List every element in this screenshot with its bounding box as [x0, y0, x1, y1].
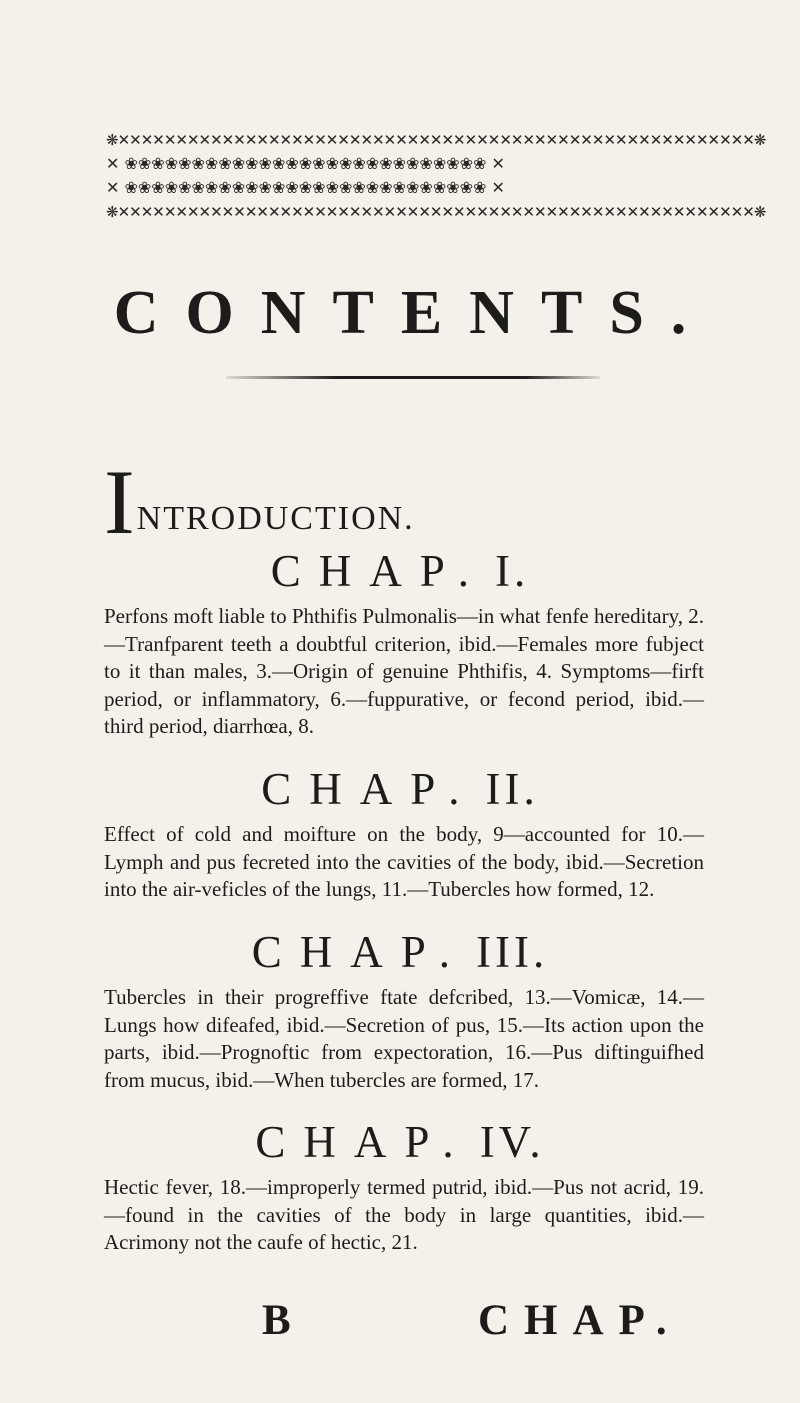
chapter-label: CHAP. — [270, 546, 488, 596]
drop-initial: I — [104, 451, 137, 553]
chapter-number: IV. — [479, 1117, 545, 1167]
ornamental-header-band — [106, 128, 766, 224]
chapter-number: II. — [485, 764, 539, 814]
ornament-flower-row: ✕ ❀❀❀❀❀❀❀❀❀❀❀❀❀❀❀❀❀❀❀❀❀❀❀❀❀❀❀ ✕ — [106, 178, 505, 197]
chapter-number: III. — [476, 927, 549, 977]
introduction-heading — [104, 451, 415, 553]
ornament-chain-row: ❋✕✕✕✕✕✕✕✕✕✕✕✕✕✕✕✕✕✕✕✕✕✕✕✕✕✕✕✕✕✕✕✕✕✕✕✕✕✕✕✕✕✕✕✕✕✕✕✕✕✕✕✕✕✕✕❋ — [106, 131, 766, 149]
chapter-number: I. — [495, 546, 530, 596]
chapter-heading — [0, 545, 800, 597]
chapter-summary: Perfons moft liable to Phthifis Pulmonalis—in what fenfe hereditary, 2.—Tranfparent teeth a doubtful criterion, ibid.—Females more fubject to it than males, 3.—Origin of genuine Phthifis, 4. Symptoms—firft period, or inflammatory, 6.—fuppurative, or fecond period, ibid.—third period, diarrhœa, 8. — [104, 604, 704, 739]
chapter-summary: Effect of cold and moifture on the body, 9—accounted for 10.—Lymph and pus fecreted into the cavities of the body, ibid.—Secretion into the air-veficles of the lungs, 11.—Tubercles how formed, 12. — [104, 822, 704, 902]
page-title: CONTENTS. — [113, 279, 714, 347]
chapter-label: CHAP. — [261, 764, 478, 814]
ornament-chain-row: ❋✕✕✕✕✕✕✕✕✕✕✕✕✕✕✕✕✕✕✕✕✕✕✕✕✕✕✕✕✕✕✕✕✕✕✕✕✕✕✕✕✕✕✕✕✕✕✕✕✕✕✕✕✕✕✕❋ — [106, 203, 766, 221]
signature-mark: B — [262, 1297, 291, 1344]
introduction-text: NTRODUCTION. — [136, 500, 415, 537]
chapter-summary: Hectic fever, 18.—improperly termed putrid, ibid.—Pus not acrid, 19.—found in the cavities of the body in large quantities, ibid.—Acrimony not the caufe of hectic, 21. — [104, 1175, 704, 1255]
chapter-heading — [0, 763, 800, 815]
chapter-label: CHAP. — [255, 1117, 472, 1167]
chapter-summary: Tubercles in their progreffive ftate defcribed, 13.—Vomicæ, 14.—Lungs how difeafed, ibid.—Secretion of pus, 15.—Its action upon the parts, ibid.—Prognoftic from expectoration, 16.—Pus diftinguifhed from mucus, ibid.—When tubercles are formed, 17. — [104, 985, 704, 1092]
title-rule — [226, 376, 600, 379]
catchword: CHAP. — [478, 1297, 682, 1344]
ornament-flower-row: ✕ ❀❀❀❀❀❀❀❀❀❀❀❀❀❀❀❀❀❀❀❀❀❀❀❀❀❀❀ ✕ — [106, 154, 505, 173]
chapter-heading — [0, 1116, 800, 1168]
chapter-label: CHAP. — [251, 927, 469, 977]
chapter-heading — [0, 926, 800, 978]
